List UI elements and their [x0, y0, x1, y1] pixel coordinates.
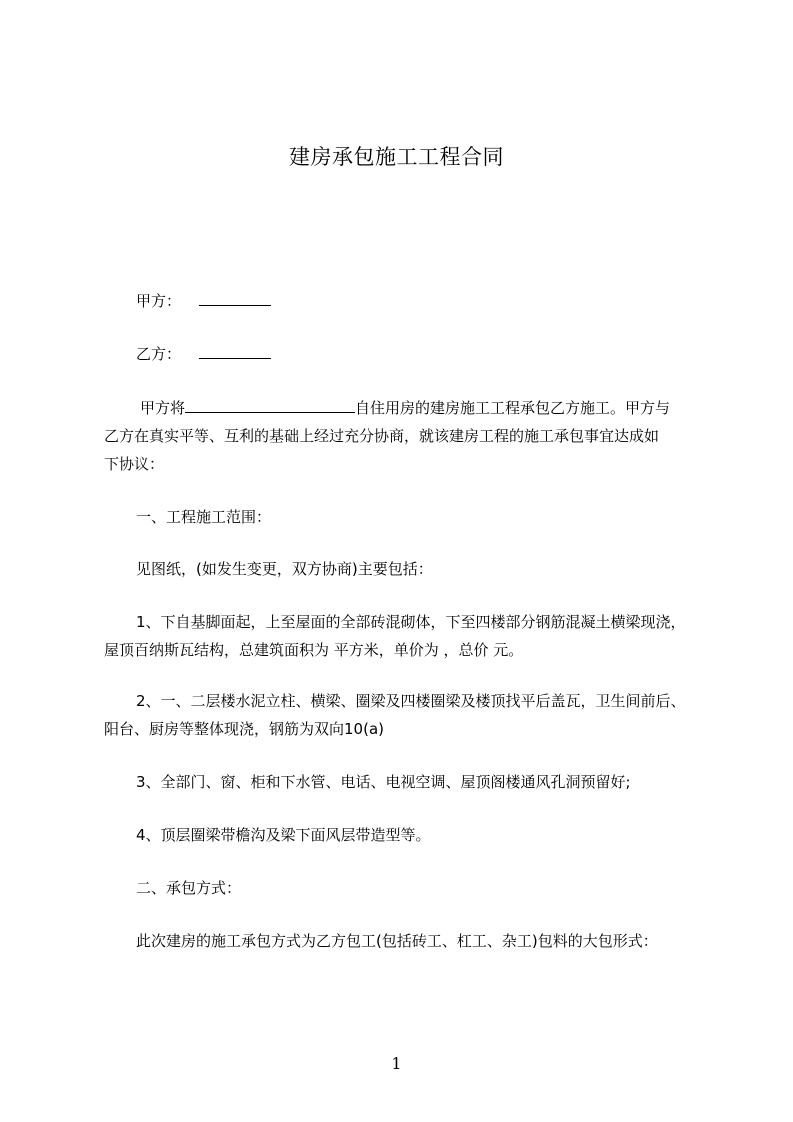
party-a-line [136, 290, 271, 312]
intro-line-1 [140, 397, 670, 419]
party-b-blank [199, 344, 271, 359]
party-b-label: 乙方： [136, 345, 182, 363]
section-1-lead: 见图纸，(如发生变更，双方协商)主要包括： [136, 560, 433, 578]
item-1-line-1: 1、下自基脚面起，上至屋面的全部砖混砌体，下至四楼部分钢筋混凝土横梁现浇， [136, 613, 686, 631]
party-a-label: 甲方： [136, 292, 182, 310]
item-4: 4、顶层圈梁带檐沟及梁下面风层带造型等。 [136, 826, 431, 844]
intro-prefix: 甲方将 [140, 399, 186, 417]
section-2-heading: 二、承包方式： [136, 879, 242, 897]
section-1-heading: 一、工程施工范围： [136, 508, 272, 526]
party-b-line [136, 343, 271, 365]
page-number: 1 [391, 1054, 402, 1073]
document-title: 建房承包施工工程合同 [289, 145, 504, 169]
item-2-line-2: 阳台、厨房等整体现浇，钢筋为双向10(a) [104, 720, 384, 738]
section-2-body: 此次建房的施工承包方式为乙方包工(包括砖工、杠工、杂工)包料的大包形式： [136, 932, 658, 950]
intro-suffix: 自住用房的建房施工工程承包乙方施工。甲方与 [355, 399, 671, 417]
party-a-blank [199, 291, 271, 306]
intro-line-3: 下协议： [104, 455, 165, 473]
item-2-line-1: 2、一、二层楼水泥立柱、横梁、圈梁及四楼圈梁及楼顶找平后盖瓦，卫生间前后、 [136, 692, 686, 710]
item-1-line-2: 屋顶百纳斯瓦结构，总建筑面积为 平方米，单价为 ，总价 元。 [104, 641, 524, 659]
project-location-blank [185, 398, 355, 413]
intro-line-2: 乙方在真实平等、互利的基础上经过充分协商，就该建房工程的施工承包事宜达成如 [104, 427, 660, 445]
item-3: 3、全部门、窗、柜和下水管、电话、电视空调、屋顶阁楼通风孔洞预留好; [136, 773, 631, 791]
